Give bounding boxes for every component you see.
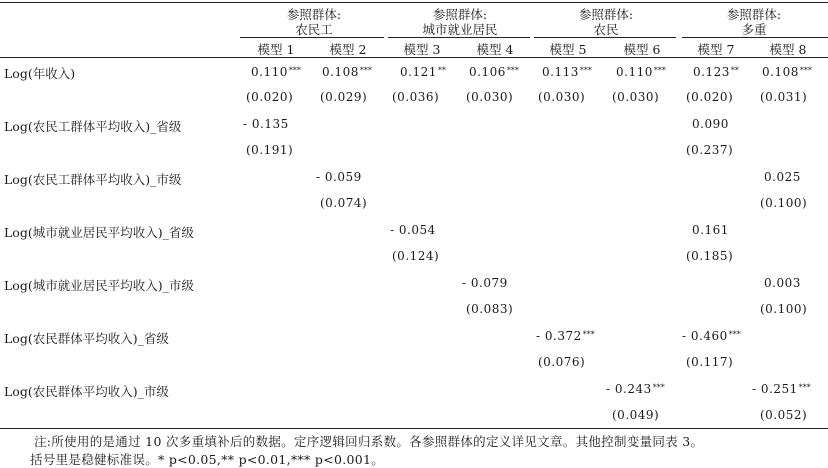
- significance-stars: ***: [652, 383, 665, 392]
- se-r6-m7: (0.117): [686, 355, 734, 369]
- significance-stars: ***: [582, 330, 595, 339]
- model-header-7: 模型 7: [697, 42, 735, 57]
- model-header-6: 模型 6: [623, 42, 661, 57]
- coef-r7-m8: - 0.251***: [752, 382, 811, 396]
- significance-stars: ***: [506, 66, 519, 75]
- row-label-7: Log(农民群体平均收入)_市级: [4, 384, 169, 399]
- coef-r1-m8: 0.108***: [762, 65, 812, 79]
- table-note-line1: 注:所使用的是通过 10 次多重填补后的数据。定序逻辑回归系数。各参照群体的定义详见文章。其他控制变量同表 3。: [34, 434, 704, 449]
- significance-stars: ***: [288, 66, 301, 75]
- se-r5-m4: (0.083): [466, 302, 514, 316]
- se-r6-m5: (0.076): [538, 355, 586, 369]
- group-header-2-line2: 城市就业居民: [422, 22, 498, 37]
- coef-r5-m8: 0.003: [764, 276, 801, 290]
- se-r1-m5: (0.030): [538, 90, 586, 104]
- se-r2-m1: (0.191): [246, 143, 294, 157]
- model-header-3: 模型 3: [403, 42, 441, 57]
- significance-stars: ***: [728, 330, 741, 339]
- row-label-4: Log(城市就业居民平均收入)_省级: [4, 225, 194, 240]
- group-header-1-line1: 参照群体:: [286, 7, 342, 22]
- group-header-2-line1: 参照群体:: [432, 7, 488, 22]
- se-r3-m8: (0.100): [760, 196, 808, 210]
- se-r7-m6: (0.049): [612, 408, 660, 422]
- coef-r5-m4: - 0.079: [462, 276, 508, 290]
- coef-r3-m8: 0.025: [764, 170, 801, 184]
- significance-stars: ***: [798, 383, 811, 392]
- se-r2-m7: (0.237): [686, 143, 734, 157]
- group-4-underline: [682, 37, 828, 38]
- significance-stars: **: [730, 66, 739, 75]
- coef-r1-m4: 0.106***: [469, 65, 519, 79]
- row-label-3: Log(农民工群体平均收入)_市级: [4, 172, 182, 187]
- coef-r1-m1: 0.110***: [251, 65, 301, 79]
- se-r1-m6: (0.030): [612, 90, 660, 104]
- row-label-1: Log(年收入): [4, 66, 76, 81]
- se-r4-m3: (0.124): [392, 249, 440, 263]
- coef-r2-m1: - 0.135: [243, 117, 289, 131]
- significance-stars: ***: [799, 66, 812, 75]
- row-label-6: Log(农民群体平均收入)_省级: [4, 331, 169, 346]
- se-r5-m8: (0.100): [760, 302, 808, 316]
- group-header-3: [532, 7, 680, 37]
- se-r4-m7: (0.185): [686, 249, 734, 263]
- header-bottom-rule: [0, 57, 828, 58]
- coef-r1-m2: 0.108***: [322, 65, 372, 79]
- group-1-underline: [240, 37, 384, 38]
- group-3-underline: [534, 37, 676, 38]
- se-r1-m3: (0.036): [392, 90, 440, 104]
- table-note-line2: 括号里是稳健标准误。* p<0.05,** p<0.01,*** p<0.001。: [30, 452, 385, 467]
- group-header-4: [680, 7, 828, 37]
- model-header-5: 模型 5: [549, 42, 587, 57]
- group-header-2: [386, 7, 534, 37]
- group-header-4-line1: 参照群体:: [726, 7, 782, 22]
- coef-r1-m7: 0.123**: [693, 65, 739, 79]
- se-r7-m8: (0.052): [760, 408, 808, 422]
- coef-r3-m2: - 0.059: [316, 170, 362, 184]
- significance-stars: ***: [359, 66, 372, 75]
- model-header-2: 模型 2: [329, 42, 367, 57]
- significance-stars: **: [437, 66, 446, 75]
- row-label-5: Log(城市就业居民平均收入)_市级: [4, 278, 194, 293]
- table-top-rule: [0, 2, 828, 3]
- coef-r6-m7: - 0.460***: [682, 329, 741, 343]
- significance-stars: ***: [653, 66, 666, 75]
- se-r1-m7: (0.020): [686, 90, 734, 104]
- group-header-3-line2: 农民: [593, 22, 619, 37]
- coef-r1-m3: 0.121**: [400, 65, 446, 79]
- se-r1-m1: (0.020): [246, 90, 294, 104]
- table-bottom-rule: [0, 428, 828, 429]
- se-r1-m8: (0.031): [760, 90, 808, 104]
- model-header-1: 模型 1: [257, 42, 295, 57]
- coef-r7-m6: - 0.243***: [606, 382, 665, 396]
- se-r3-m2: (0.074): [320, 196, 368, 210]
- model-header-8: 模型 8: [769, 42, 807, 57]
- model-header-4: 模型 4: [476, 42, 514, 57]
- significance-stars: ***: [579, 66, 592, 75]
- group-header-4-line2: 多重: [741, 22, 767, 37]
- se-r1-m4: (0.030): [466, 90, 514, 104]
- group-2-underline: [388, 37, 530, 38]
- group-header-3-line1: 参照群体:: [578, 7, 634, 22]
- group-header-1-line2: 农民工: [295, 22, 333, 37]
- coef-r1-m6: 0.110***: [616, 65, 666, 79]
- coef-r4-m7: 0.161: [692, 223, 729, 237]
- group-header-1: [240, 7, 388, 37]
- row-label-2: Log(农民工群体平均收入)_省级: [4, 119, 182, 134]
- se-r1-m2: (0.029): [320, 90, 368, 104]
- coef-r1-m5: 0.113***: [542, 65, 592, 79]
- coef-r6-m5: - 0.372***: [536, 329, 595, 343]
- coef-r4-m3: - 0.054: [390, 223, 436, 237]
- coef-r2-m7: 0.090: [692, 117, 729, 131]
